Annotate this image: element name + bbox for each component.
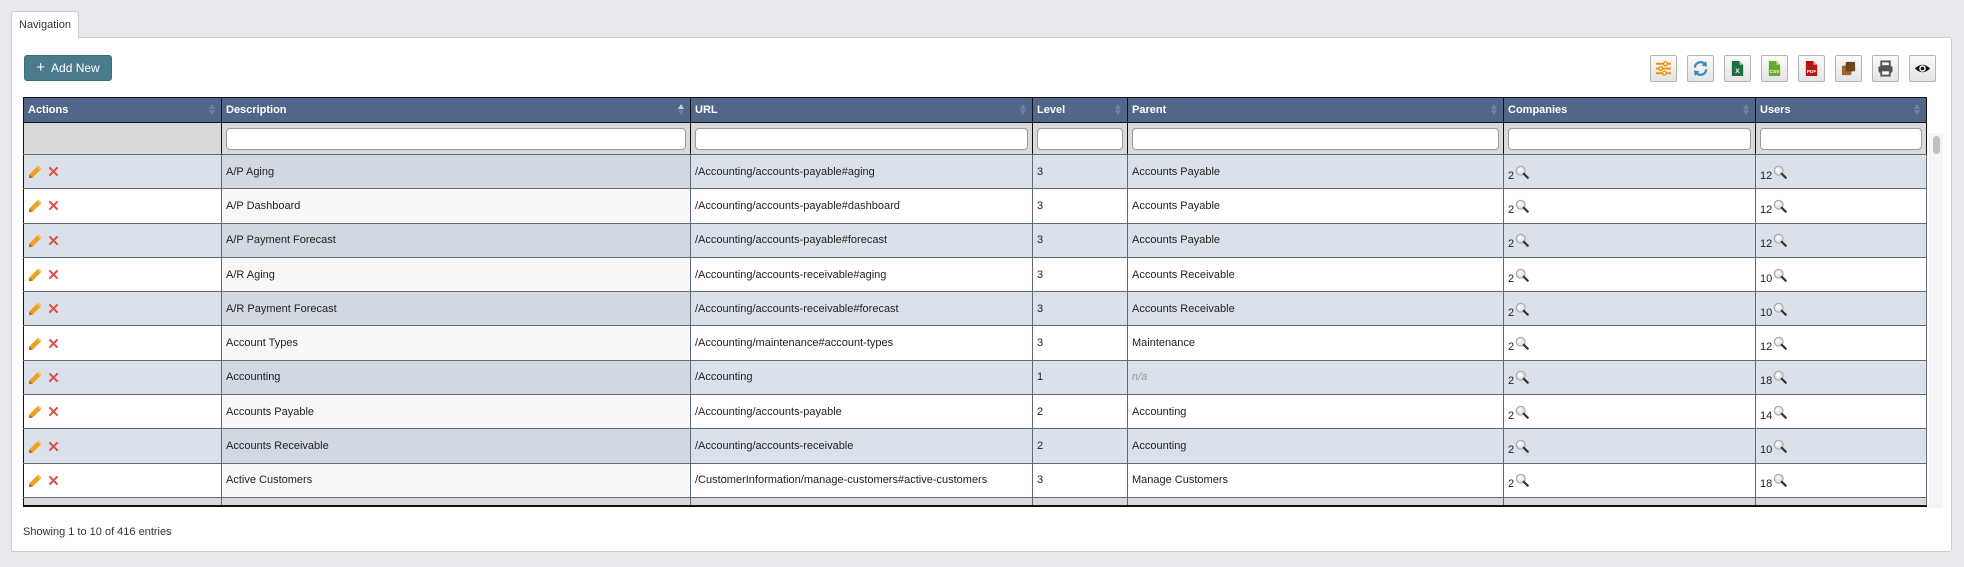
users-cell: 10 [1756,429,1927,463]
actions-cell [24,326,222,360]
companies-cell: 2 [1504,189,1756,223]
column-header-actions[interactable]: Actions [24,98,222,123]
csv-icon [1766,60,1783,77]
sort-ascending-icon [678,104,684,115]
sort-icon [1115,104,1121,115]
column-header-level[interactable]: Level [1033,98,1128,123]
add-new-label: Add New [51,61,100,75]
export-csv-button[interactable] [1761,55,1788,82]
description-cell: Account Types [222,326,691,360]
edit-pencil-icon[interactable] [28,198,43,213]
users-cell: 12 [1756,326,1927,360]
pdf-icon [1803,60,1820,77]
header-row [24,98,1927,123]
parent-cell: Accounts Payable [1128,189,1504,223]
level-cell: 3 [1033,155,1128,189]
print-icon [1877,60,1894,77]
view-users-magnifier-icon[interactable] [1773,470,1787,490]
users-cell: 18 [1756,463,1927,497]
view-users-magnifier-icon[interactable] [1773,230,1787,250]
entries-info: Showing 1 to 10 of 416 entries [23,526,172,538]
companies-cell: 2 [1504,155,1756,189]
view-users-magnifier-icon[interactable] [1773,299,1787,319]
users-cell: 18 [1756,360,1927,394]
delete-x-icon[interactable] [48,441,59,452]
navigation-table-wrapper [23,97,1926,508]
view-companies-magnifier-icon[interactable] [1515,299,1529,319]
view-users-magnifier-icon[interactable] [1773,402,1787,422]
excel-icon [1729,60,1746,77]
level-cell: 3 [1033,223,1128,257]
table-row [24,360,1927,394]
navigation-panel [11,37,1952,552]
filter-level-input[interactable] [1037,128,1123,150]
view-users-magnifier-icon[interactable] [1773,367,1787,387]
edit-pencil-icon[interactable] [28,164,43,179]
export-excel-button[interactable] [1724,55,1751,82]
parent-cell: n/a [1128,360,1504,394]
actions-cell [24,292,222,326]
navigation-table [23,97,1927,507]
eye-icon [1914,60,1931,77]
parent-cell: Accounting [1128,429,1504,463]
table-row [24,463,1927,497]
table-vertical-scrollbar[interactable] [1929,133,1943,508]
url-cell: /Accounting/accounts-receivable#aging [691,257,1033,291]
actions-cell [24,257,222,291]
companies-cell: 2 [1504,429,1756,463]
table-toolbar [1650,55,1936,82]
view-companies-magnifier-icon[interactable] [1515,470,1529,490]
companies-cell: 2 [1504,223,1756,257]
column-header-companies[interactable]: Companies [1504,98,1756,123]
table-row [24,257,1927,291]
delete-x-icon[interactable] [48,303,59,314]
parent-cell: Accounts Receivable [1128,257,1504,291]
delete-x-icon[interactable] [48,475,59,486]
filter-cell-actions [24,123,222,155]
companies-cell: 2 [1504,395,1756,429]
edit-pencil-icon[interactable] [28,267,43,282]
level-cell: 3 [1033,326,1128,360]
users-cell: 12 [1756,189,1927,223]
actions-cell [24,429,222,463]
parent-cell: Maintenance [1128,326,1504,360]
edit-pencil-icon[interactable] [28,439,43,454]
sort-icon [1491,104,1497,115]
actions-cell [24,155,222,189]
users-cell: 10 [1756,292,1927,326]
filter-parent-input[interactable] [1132,128,1499,150]
view-users-magnifier-icon[interactable] [1773,196,1787,216]
url-cell: /Accounting/accounts-receivable [691,429,1033,463]
companies-cell: 2 [1504,360,1756,394]
column-settings-button[interactable] [1650,55,1677,82]
description-cell: A/P Aging [222,155,691,189]
actions-cell [24,463,222,497]
delete-x-icon[interactable] [48,338,59,349]
table-row [24,326,1927,360]
table-row [24,429,1927,463]
url-cell: /Accounting/accounts-payable#dashboard [691,189,1033,223]
table-row [24,155,1927,189]
level-cell: 2 [1033,429,1128,463]
description-cell: A/P Dashboard [222,189,691,223]
description-cell: A/R Payment Forecast [222,292,691,326]
url-cell: /Accounting/accounts-payable#forecast [691,223,1033,257]
parent-cell: Manage Customers [1128,463,1504,497]
column-header-users[interactable]: Users [1756,98,1927,123]
view-companies-magnifier-icon[interactable] [1515,436,1529,456]
sort-icon [1020,104,1026,115]
edit-pencil-icon[interactable] [28,473,43,488]
delete-x-icon[interactable] [48,269,59,280]
description-cell: Accounts Payable [222,395,691,429]
companies-cell: 2 [1504,326,1756,360]
level-cell: 2 [1033,395,1128,429]
column-header-url[interactable]: URL [691,98,1033,123]
edit-pencil-icon[interactable] [28,233,43,248]
delete-x-icon[interactable] [48,200,59,211]
level-cell: 3 [1033,463,1128,497]
url-cell: /Accounting/accounts-payable [691,395,1033,429]
sort-icon [1743,104,1749,115]
actions-cell [24,360,222,394]
parent-cell: Accounting [1128,395,1504,429]
view-users-magnifier-icon[interactable] [1773,162,1787,182]
parent-cell: Accounts Payable [1128,155,1504,189]
view-companies-magnifier-icon[interactable] [1515,265,1529,285]
copy-icon [1840,60,1857,77]
view-companies-magnifier-icon[interactable] [1515,196,1529,216]
sort-icon [209,104,215,115]
companies-cell: 2 [1504,292,1756,326]
table-row [24,395,1927,429]
export-pdf-button[interactable] [1798,55,1825,82]
description-cell: Accounting [222,360,691,394]
filter-users-input[interactable] [1760,128,1922,150]
view-companies-magnifier-icon[interactable] [1515,367,1529,387]
companies-cell: 2 [1504,257,1756,291]
delete-x-icon[interactable] [48,235,59,246]
filter-row [24,123,1927,155]
refresh-button[interactable] [1687,55,1714,82]
description-cell: A/P Payment Forecast [222,223,691,257]
table-row [24,292,1927,326]
edit-pencil-icon[interactable] [28,370,43,385]
view-companies-magnifier-icon[interactable] [1515,162,1529,182]
view-users-magnifier-icon[interactable] [1773,265,1787,285]
filter-companies-input[interactable] [1508,128,1751,150]
table-row [24,189,1927,223]
delete-x-icon[interactable] [48,166,59,177]
users-cell: 10 [1756,257,1927,291]
description-cell: Active Customers [222,463,691,497]
delete-x-icon[interactable] [48,406,59,417]
toggle-columns-button[interactable] [1909,55,1936,82]
sort-icon [1914,104,1920,115]
table-footer-row [24,497,1927,506]
refresh-icon [1692,60,1709,77]
plus-icon: + [36,59,46,76]
actions-cell [24,223,222,257]
scrollbar-thumb[interactable] [1933,136,1940,154]
users-cell: 14 [1756,395,1927,429]
actions-cell [24,395,222,429]
svg-text:CSV: CSV [1769,69,1780,75]
description-cell: A/R Aging [222,257,691,291]
tab-navigation[interactable]: Navigation [11,11,79,38]
users-cell: 12 [1756,223,1927,257]
users-cell: 12 [1756,155,1927,189]
svg-text:X: X [1735,68,1740,76]
view-companies-magnifier-icon[interactable] [1515,333,1529,353]
view-users-magnifier-icon[interactable] [1773,436,1787,456]
view-companies-magnifier-icon[interactable] [1515,230,1529,250]
level-cell: 1 [1033,360,1128,394]
url-cell: /CustomerInformation/manage-customers#active-customers [691,463,1033,497]
url-cell: /Accounting [691,360,1033,394]
print-button[interactable] [1872,55,1899,82]
delete-x-icon[interactable] [48,372,59,383]
edit-pencil-icon[interactable] [28,404,43,419]
url-cell: /Accounting/maintenance#account-types [691,326,1033,360]
column-header-parent[interactable]: Parent [1128,98,1504,123]
level-cell: 3 [1033,257,1128,291]
actions-cell [24,189,222,223]
view-users-magnifier-icon[interactable] [1773,333,1787,353]
copy-button[interactable] [1835,55,1862,82]
parent-cell: Accounts Receivable [1128,292,1504,326]
filter-url-input[interactable] [695,128,1028,150]
add-new-button[interactable] [24,55,112,81]
edit-pencil-icon[interactable] [28,301,43,316]
parent-cell: Accounts Payable [1128,223,1504,257]
column-header-description[interactable]: Description [222,98,691,123]
description-cell: Accounts Receivable [222,429,691,463]
filter-description-input[interactable] [226,128,686,150]
edit-pencil-icon[interactable] [28,336,43,351]
view-companies-magnifier-icon[interactable] [1515,402,1529,422]
svg-text:PDF: PDF [1806,69,1817,75]
table-row [24,223,1927,257]
level-cell: 3 [1033,292,1128,326]
companies-cell: 2 [1504,463,1756,497]
sliders-icon [1655,60,1672,77]
level-cell: 3 [1033,189,1128,223]
url-cell: /Accounting/accounts-payable#aging [691,155,1033,189]
url-cell: /Accounting/accounts-receivable#forecast [691,292,1033,326]
